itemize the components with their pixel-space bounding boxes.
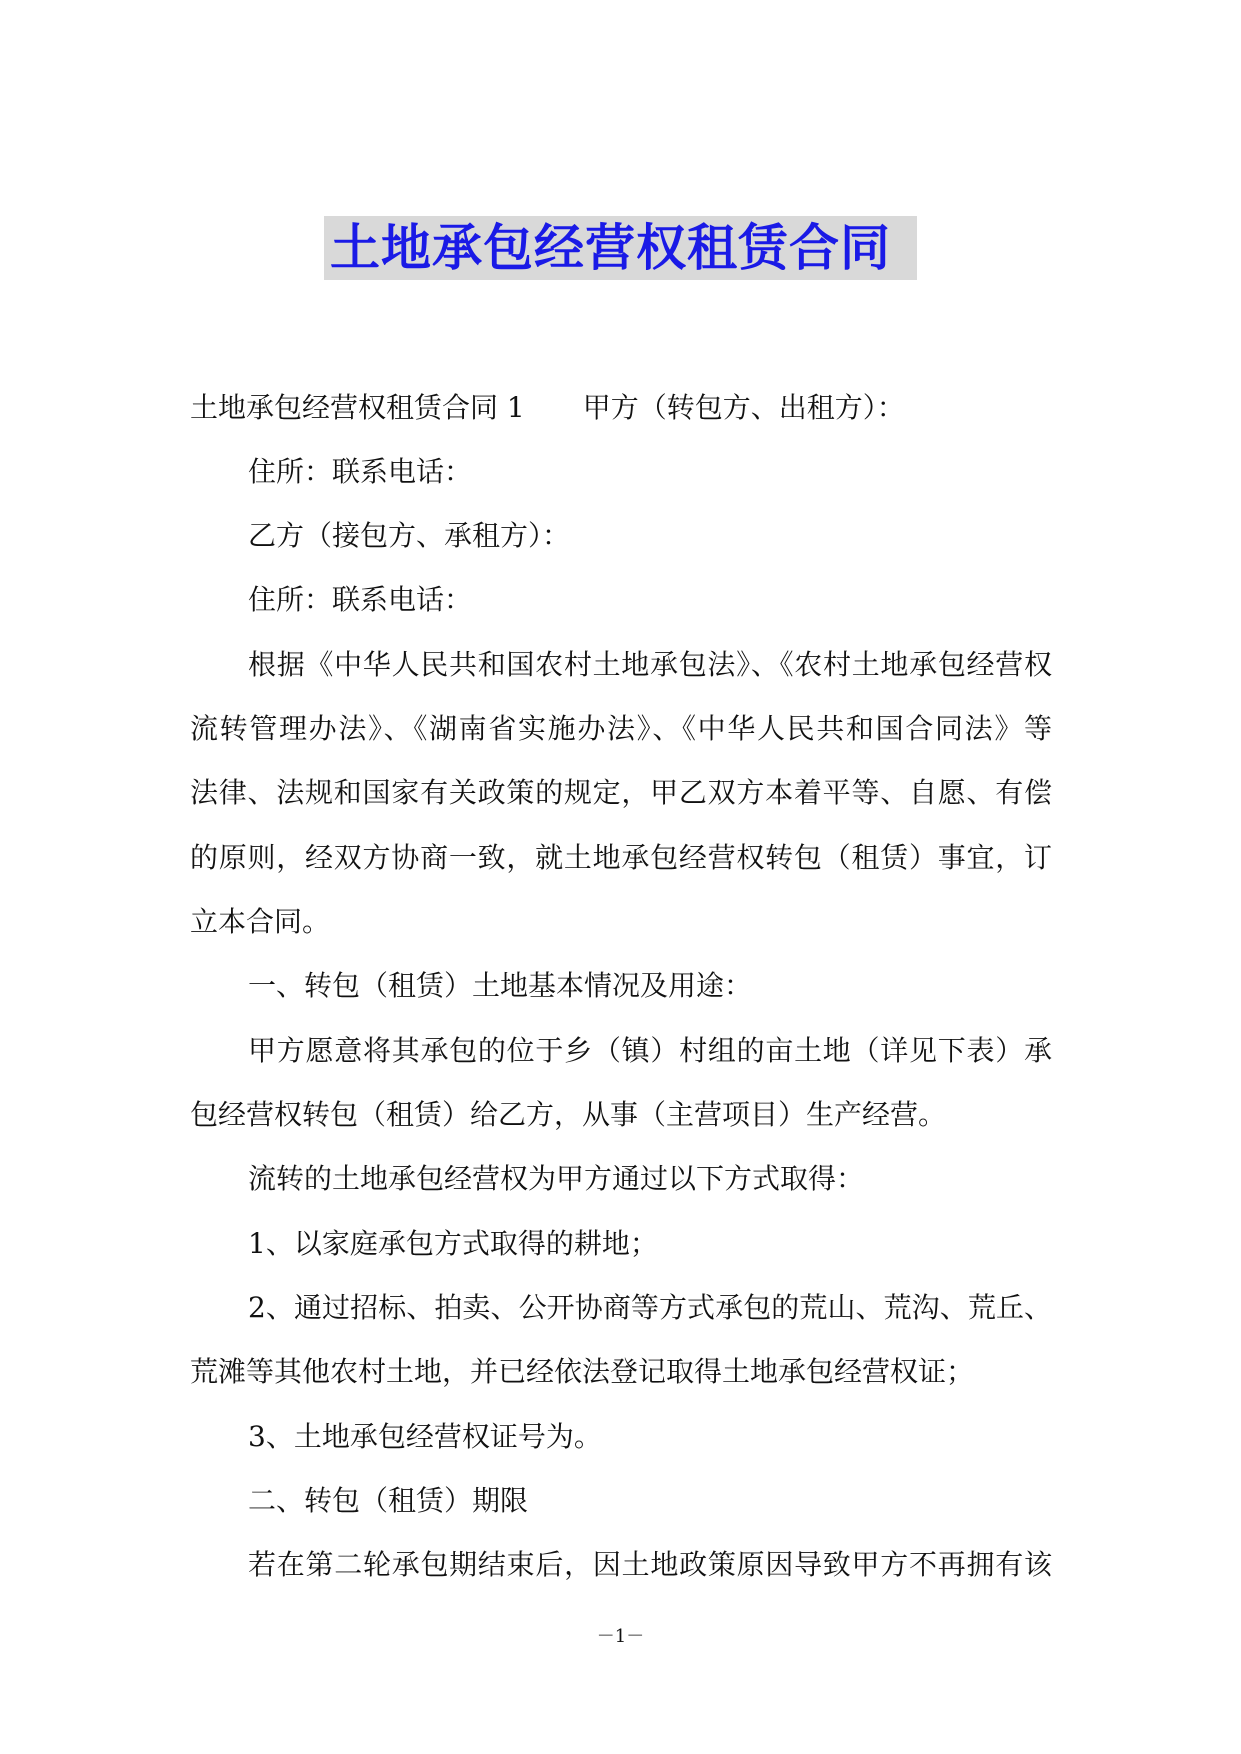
party-a-address: 住所：联系电话：	[248, 455, 473, 488]
item1: 1、以家庭承包方式取得的耕地；	[248, 1227, 658, 1260]
page-number-footer: －1－	[596, 1626, 645, 1647]
contract-number-label: 土地承包经营权租赁合同 1	[190, 391, 525, 424]
para1-line5: 立本合同。	[190, 905, 331, 938]
para1-line2: 流转管理办法》、《湖南省实施办法》、《中华人民共和国合同法》等	[190, 712, 1052, 745]
document-title: 土地承包经营权租赁合同	[324, 216, 917, 280]
party-b-address: 住所：联系电话：	[248, 583, 473, 616]
para1-line1: 根据《中华人民共和国农村土地承包法》、《农村土地承包经营权	[248, 648, 1052, 681]
item2-line1: 2、通过招标、拍卖、公开协商等方式承包的荒山、荒沟、荒丘、	[248, 1291, 1052, 1324]
section1-heading: 一、转包（租赁）土地基本情况及用途：	[248, 969, 753, 1002]
title-container	[0, 216, 1241, 280]
para4-line1: 若在第二轮承包期结束后，因土地政策原因导致甲方不再拥有该	[248, 1548, 1052, 1581]
item2-line2: 荒滩等其他农村土地，并已经依法登记取得土地承包经营权证；	[190, 1355, 975, 1388]
para3: 流转的土地承包经营权为甲方通过以下方式取得：	[248, 1162, 865, 1195]
para1-line3: 法律、法规和国家有关政策的规定，甲乙双方本着平等、自愿、有偿	[190, 776, 1052, 809]
first-line	[190, 388, 1052, 428]
party-b-label: 乙方（接包方、承租方）：	[248, 519, 571, 552]
para1-line4: 的原则，经双方协商一致，就土地承包经营权转包（租赁）事宜，订	[190, 841, 1052, 874]
para2-line1: 甲方愿意将其承包的位于乡（镇）村组的亩土地（详见下表）承	[248, 1034, 1052, 1067]
section2-heading: 二、转包（租赁）期限	[248, 1484, 529, 1517]
para2-line2: 包经营权转包（租赁）给乙方，从事（主营项目）生产经营。	[190, 1098, 947, 1131]
item3: 3、土地承包经营权证号为。	[248, 1420, 602, 1453]
party-a-label: 甲方（转包方、出租方）：	[582, 391, 905, 424]
